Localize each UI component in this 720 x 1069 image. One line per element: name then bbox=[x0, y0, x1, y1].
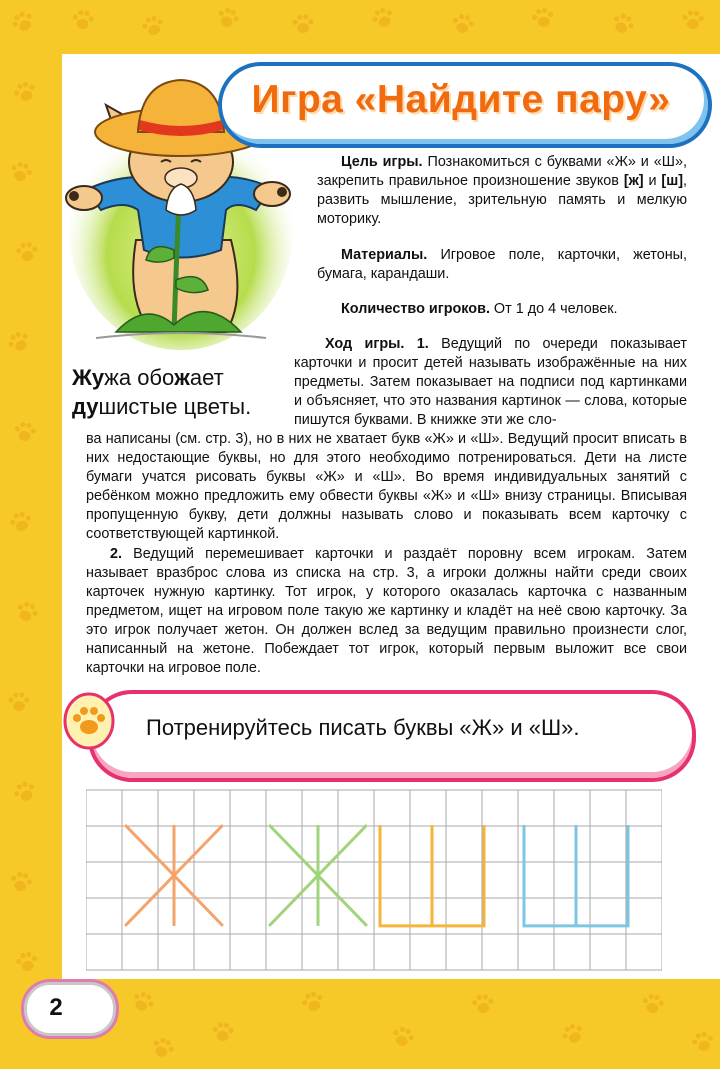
paw-print-icon bbox=[2, 325, 36, 359]
paw-print-icon bbox=[8, 776, 42, 809]
paw-print-icon bbox=[146, 1032, 179, 1064]
paw-print-icon bbox=[63, 692, 115, 750]
paw-print-icon bbox=[5, 507, 36, 537]
paw-print-icon bbox=[10, 418, 39, 445]
tracing-letter-3 bbox=[380, 825, 484, 926]
paw-print-icon bbox=[297, 986, 329, 1017]
materials-paragraph: Материалы. Игровое поле, карточки, жетоны, бумага, карандаши. bbox=[317, 247, 687, 282]
players-paragraph: Количество игроков. От 1 до 4 человек. bbox=[341, 301, 618, 317]
paw-print-icon bbox=[606, 8, 640, 41]
paw-print-icon bbox=[687, 1027, 718, 1057]
tracing-letter-4 bbox=[524, 825, 628, 926]
page-title: Игра «Найдите пару» bbox=[251, 78, 671, 121]
paw-print-icon bbox=[469, 991, 497, 1017]
procedure-paragraph-top: Ход игры. 1. Ведущий по очереди показывает карточки и просит детей называть изображённые на них предметы. Затем показывает на подписи под картинками и объясняет, что это названия картинок — слова, которые пишутся буквами. В книжке эти же сло- bbox=[294, 336, 687, 428]
tracing-letter-2 bbox=[269, 825, 367, 926]
illustration-caption: Жужа обожает душистые цветы. bbox=[72, 365, 252, 419]
paw-print-icon bbox=[6, 867, 37, 896]
paw-print-icon bbox=[290, 12, 317, 37]
paw-print-icon bbox=[5, 157, 37, 188]
paw-print-icon bbox=[13, 239, 41, 266]
tracing-letter-1 bbox=[125, 825, 223, 926]
paw-print-icon bbox=[126, 985, 160, 1018]
paw-print-icon bbox=[137, 11, 169, 41]
paw-print-icon bbox=[638, 990, 667, 1018]
task-instruction: Потренируйтесь писать буквы «Ж» и «Ш». bbox=[146, 715, 580, 740]
paw-print-icon bbox=[366, 2, 400, 35]
paw-print-icon bbox=[448, 10, 478, 39]
paw-print-icon bbox=[6, 690, 32, 714]
paw-print-icon bbox=[10, 596, 43, 628]
tracing-grid bbox=[86, 785, 662, 975]
paw-print-icon bbox=[6, 5, 41, 39]
paw-print-icon bbox=[9, 76, 42, 107]
paw-print-icon bbox=[679, 7, 706, 32]
paw-print-icon bbox=[556, 1017, 590, 1050]
paw-print-icon bbox=[12, 948, 42, 976]
paw-print-icon bbox=[209, 1019, 237, 1045]
paw-print-icon bbox=[387, 1022, 419, 1053]
step-two-paragraph: 2. Ведущий перемешивает карточки и раздаёт поровну всем игрокам. Затем называет вразброс слова из списка на стр. 3, а игроки должны найти среди своих карточек нужную картинку. Тот игрок, у которого оказалась карточка с названным предметом, ищет на игровом поле такую же картинку и кладёт на неё свою карточку. За это игрок получает жетон. Он должен вслед за ведущим правильно произнести слог, написанный на жетоне. Побеждает тот игрок, который первым выложит все свои карточки на игровое поле. bbox=[86, 546, 687, 676]
page-number: 2 bbox=[49, 994, 63, 1021]
procedure-paragraph-bottom: ва написаны (см. стр. 3), но в них не хватает букв «Ж» и «Ш». Ведущий просит вписать в них недостающие буквы, но для этого необходимо потренироваться. Дети на листе бумаги учатся рисовать буквы «Ж» и «Ш». Во время индивидуальных занятий с ребёнком можно предложить ему обвести буквы «Ж» и «Ш» внизу страницы. Вписывая пропущенную букву, дети должны называть слово и показывать всем карточку с соответствующей картинкой. bbox=[86, 431, 687, 542]
paw-print-icon bbox=[212, 2, 245, 34]
paw-print-icon bbox=[69, 7, 98, 34]
goal-paragraph: Цель игры. Познакомиться с буквами «Ж» и «Ш», закрепить правильное произношение звуков [ж] и [ш], развить мышление, зрительную память и мелкую моторику. bbox=[317, 154, 687, 227]
paw-print-icon bbox=[528, 4, 558, 33]
